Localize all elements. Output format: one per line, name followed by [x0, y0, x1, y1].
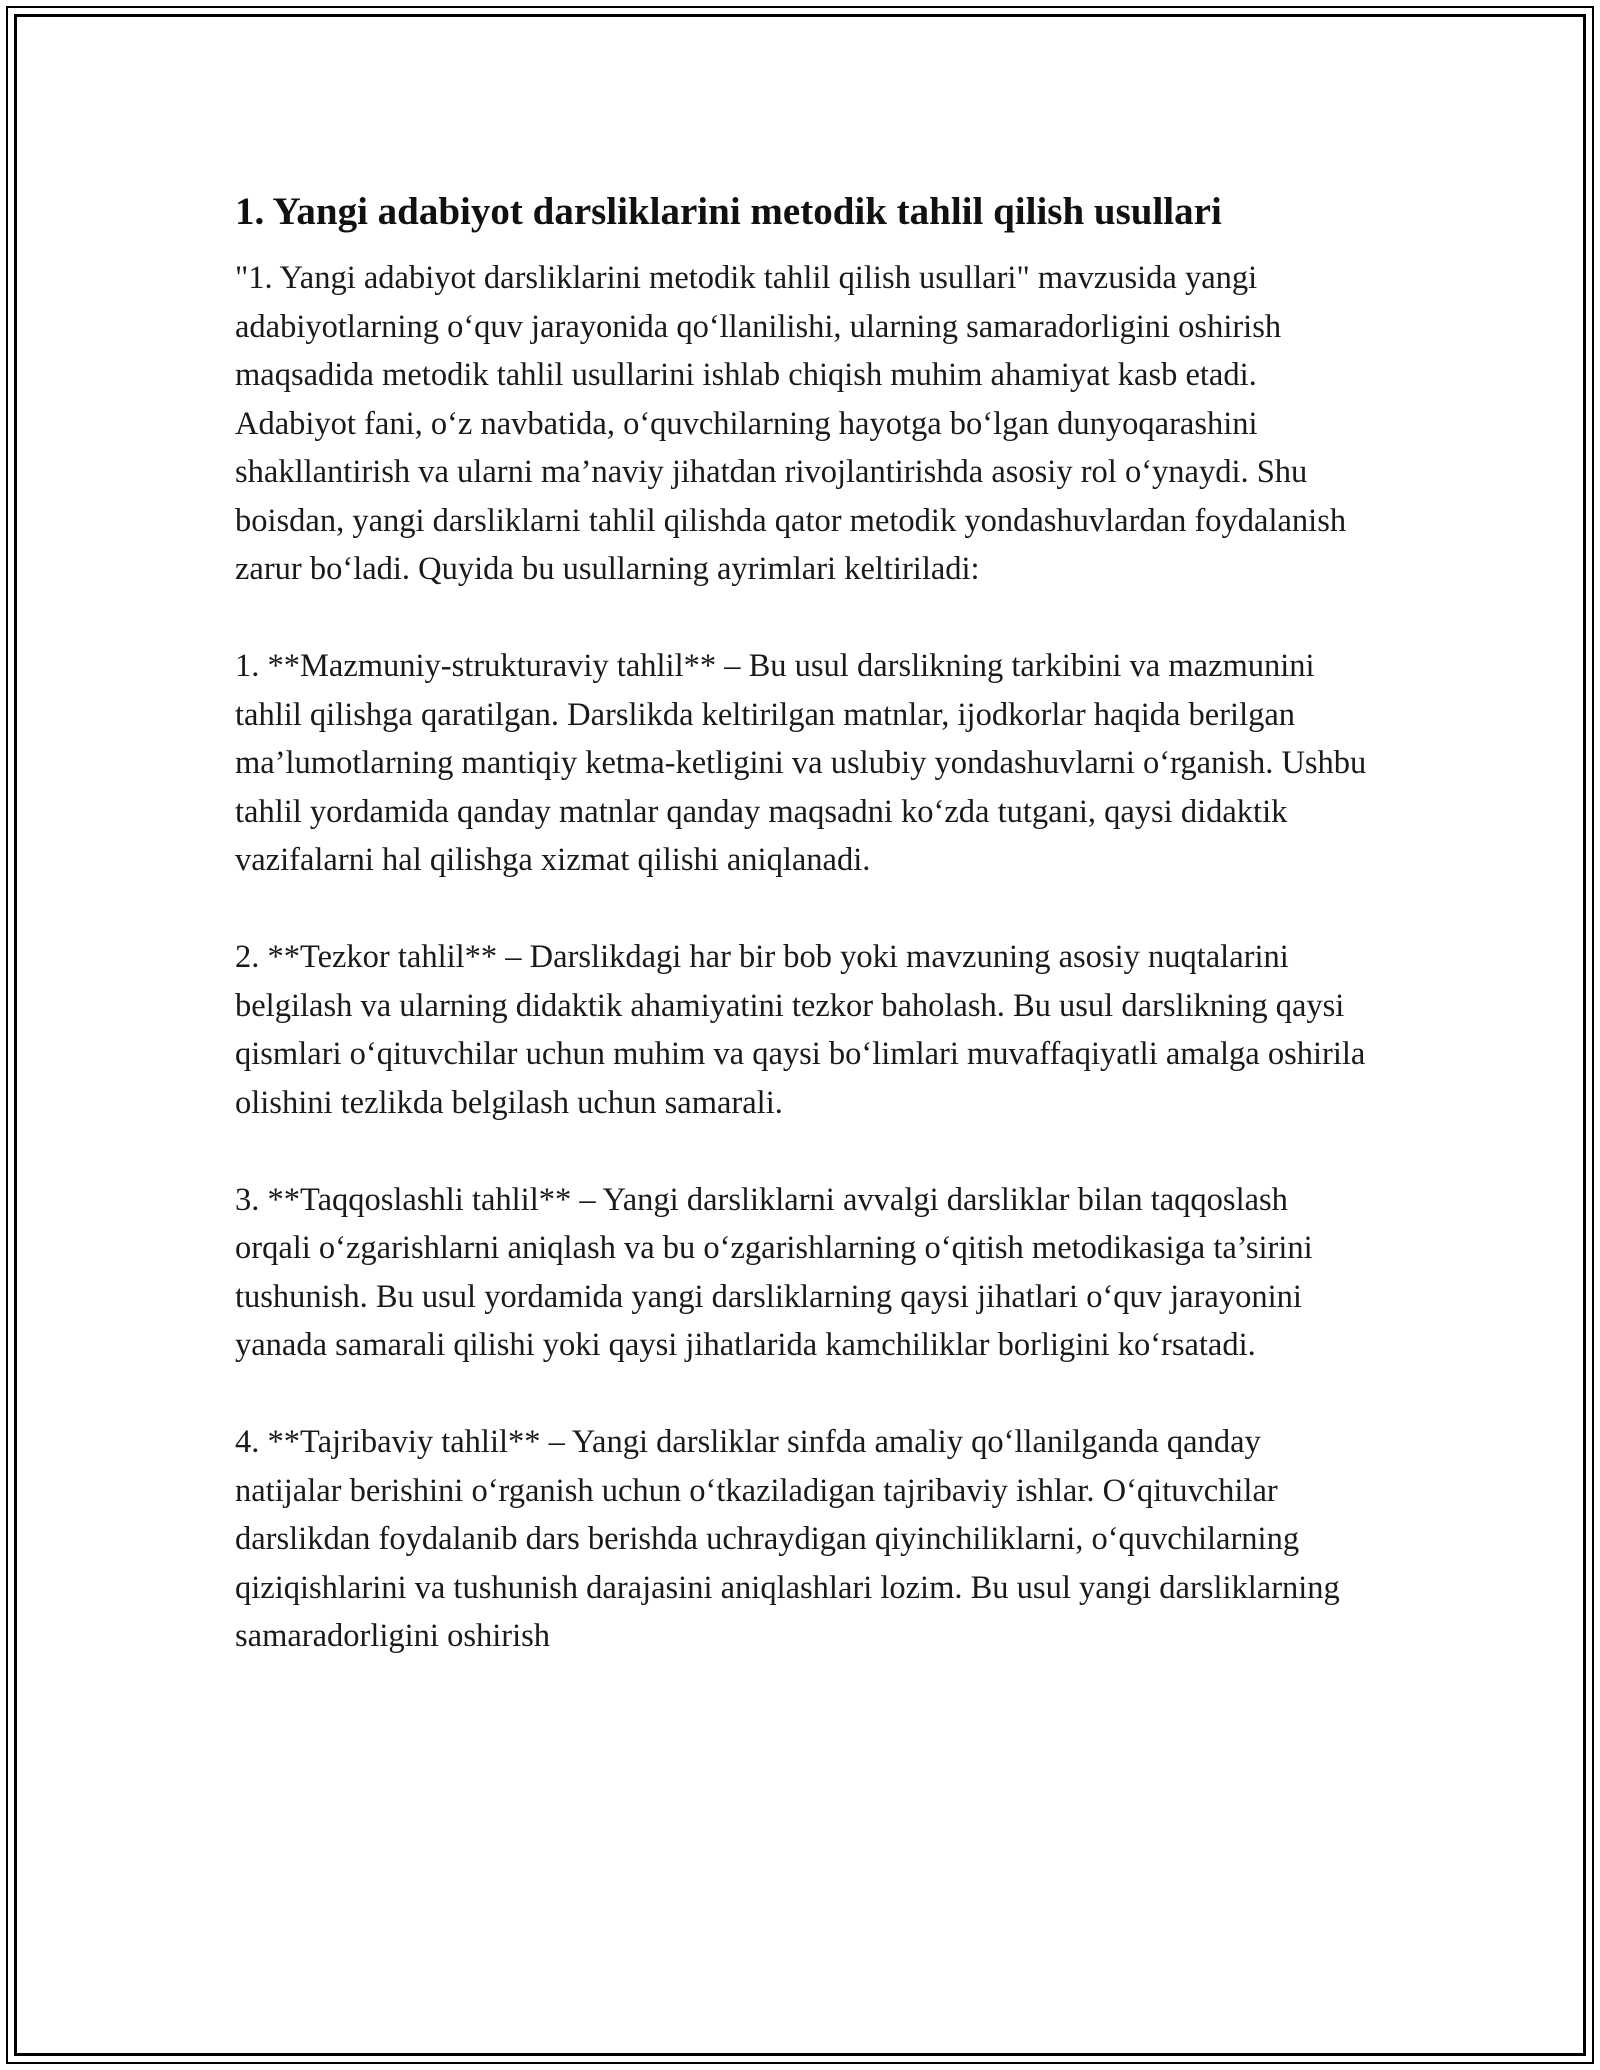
- method-paragraph-4: 4. **Tajribaviy tahlil** – Yangi darsliklar sinfda amaliy qo‘llanilganda qanday natijalar berishini o‘rganish uchun o‘tkaziladigan tajribaviy ishlar. O‘qituvchilar darslikdan foydalanib dars berishda uchraydigan qiyinchiliklarni, o‘quvchilarning qiziqishlarini va tushunish darajasini aniqlashlari lozim. Bu usul yangi darsliklarning samaradorligini oshirish: [235, 1424, 1340, 1654]
- method-paragraph-2: 2. **Tezkor tahlil** – Darslikdagi har bir bob yoki mavzuning asosiy nuqtalarini belgilash va ularning didaktik ahamiyatini tezkor baholash. Bu usul darslikning qaysi qismlari o‘qituvchilar uchun muhim va qaysi bo‘limlari muvaffaqiyatli amalga oshirila olishini tezlikda belgilash uchun samarali.: [235, 939, 1366, 1121]
- document-title: 1. Yangi adabiyot darsliklarini metodik tahlil qilish usullari: [235, 190, 1222, 233]
- method-paragraph-1: 1. **Mazmuniy-strukturaviy tahlil** – Bu usul darslikning tarkibini va mazmunini tahlil qilishga qaratilgan. Darslikda keltirilgan matnlar, ijodkorlar haqida berilgan ma’lumotlarning mantiqiy ketma-ketligini va uslubiy yondashuvlarni o‘rganish. Ushbu tahlil yordamida qanday matnlar qanday maqsadni ko‘zda tutgani, qaysi didaktik vazifalarni hal qilishga xizmat qilishi aniqlanadi.: [235, 648, 1367, 878]
- document-body: [235, 254, 1370, 1661]
- intro-paragraph: "1. Yangi adabiyot darsliklarini metodik tahlil qilish usullari" mavzusida yangi adabiyotlarning o‘quv jarayonida qo‘llanilishi, ularning samaradorligini oshirish maqsadida metodik tahlil usullarini ishlab chiqish muhim ahamiyat kasb etadi. Adabiyot fani, o‘z navbatida, o‘quvchilarning hayotga bo‘lgan dunyoqarashini shakllantirish va ularni ma’naviy jihatdan rivojlantirishda asosiy rol o‘ynaydi. Shu boisdan, yangi darsliklarni tahlil qilishda qator metodik yondashuvlardan foydalanish zarur bo‘ladi. Quyida bu usullarning ayrimlari keltiriladi:: [235, 260, 1347, 587]
- method-paragraph-3: 3. **Taqqoslashli tahlil** – Yangi darsliklarni avvalgi darsliklar bilan taqqoslash orqali o‘zgarishlarni aniqlash va bu o‘zgarishlarning o‘qitish metodikasiga ta’sirini tushunish. Bu usul yordamida yangi darsliklarning qaysi jihatlari o‘quv jarayonini yanada samarali qilishi yoki qaysi jihatlarida kamchiliklar borligini ko‘rsatadi.: [235, 1181, 1313, 1363]
- document-content: [235, 186, 1370, 1709]
